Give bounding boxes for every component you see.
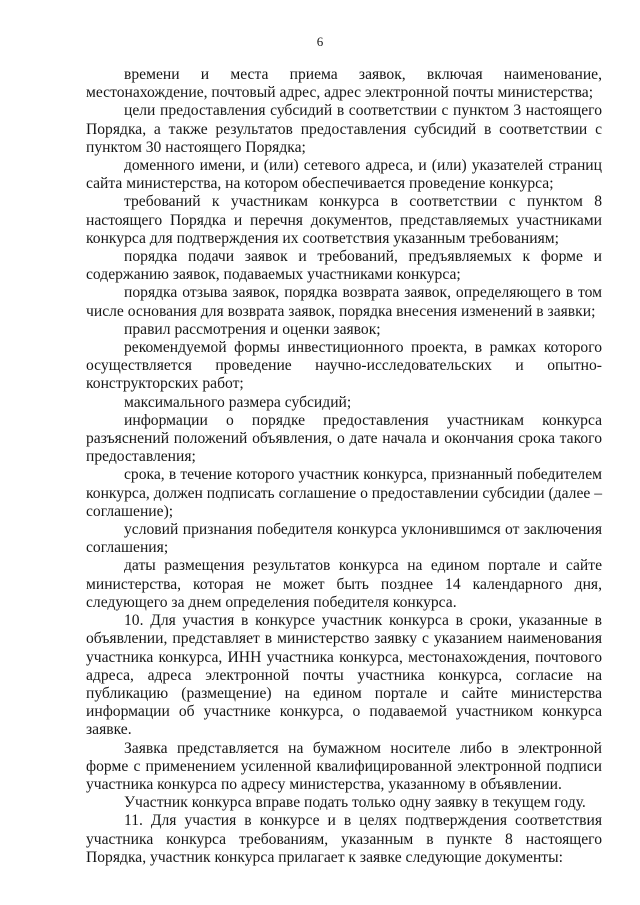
paragraph-10: информации о порядке предоставления участникам конкурса разъяснений положений объявления, о дате начала и окончания срока такого предоставления;	[86, 411, 602, 466]
paragraph-7: правил рассмотрения и оценки заявок;	[124, 320, 381, 338]
paragraph-12: условий признания победителя конкурса уклонившимся от заключения соглашения;	[86, 521, 602, 557]
paragraph-14: 10. Для участия в конкурсе участник конкурса в сроки, указанные в объявлении, представляет в министерство заявку с указанием наименования участника конкурса, ИНН участника конкурса, местонахождения, почтового адреса, адреса электронной почты участника конкурса, согласие на публикацию (размещение) на едином портале и сайте министерства информации об участнике конкурса, о подаваемой участником конкурса заявке.	[86, 612, 602, 739]
paragraph-6: порядка отзыва заявок, порядка возврата заявок, определяющего в том числе основания для возврата заявок, порядка внесения изменений в заявки;	[86, 284, 602, 320]
paragraph-11: срока, в течение которого участник конкурса, признанный победителем конкурса, должен подписать соглашение о предоставлении субсидии (далее – соглашение);	[86, 466, 602, 520]
paragraph-3: доменного имени, и (или) сетевого адреса, и (или) указателей страниц сайта министерства, на котором обеспечивается проведение конкурса;	[86, 157, 602, 193]
paragraph-4: требований к участникам конкурса в соответствии с пунктом 8 настоящего Порядка и перечня документов, представляемых участниками конкурса для подтверждения их соответствия указанным требованиям;	[86, 193, 602, 247]
page-number: 6	[316, 34, 324, 49]
paragraph-9: максимального размера субсидий;	[124, 393, 352, 411]
paragraph-16: Участник конкурса вправе подать только одну заявку в текущем году.	[124, 794, 586, 812]
document-body	[86, 66, 602, 867]
paragraph-1: времени и места приема заявок, включая наименование, местонахождение, почтовый адрес, адрес электронной почты министерства;	[86, 66, 602, 102]
paragraph-17: 11. Для участия в конкурсе и в целях подтверждения соответствия участника конкурса требованиям, указанным в пункте 8 настоящего Порядка, участник конкурса прилагает к заявке следующие документы:	[86, 812, 602, 866]
paragraph-13: даты размещения результатов конкурса на едином портале и сайте министерства, которая не может быть позднее 14 календарного дня, следующего за днем определения победителя конкурса.	[86, 557, 602, 611]
paragraph-8: рекомендуемой формы инвестиционного проекта, в рамках которого осуществляется проведение научно-исследовательских и опытно-конструкторских работ;	[86, 339, 602, 393]
paragraph-5: порядка подачи заявок и требований, предъявляемых к форме и содержанию заявок, подаваемых участниками конкурса;	[86, 248, 602, 284]
paragraph-2: цели предоставления субсидий в соответствии с пунктом 3 настоящего Порядка, а также результатов предоставления субсидий в соответствии с пунктом 30 настоящего Порядка;	[86, 102, 602, 156]
paragraph-15: Заявка представляется на бумажном носителе либо в электронной форме с применением усиленной квалифицированной электронной подписи участника конкурса по адресу министерства, указанному в объявлении.	[86, 739, 602, 793]
